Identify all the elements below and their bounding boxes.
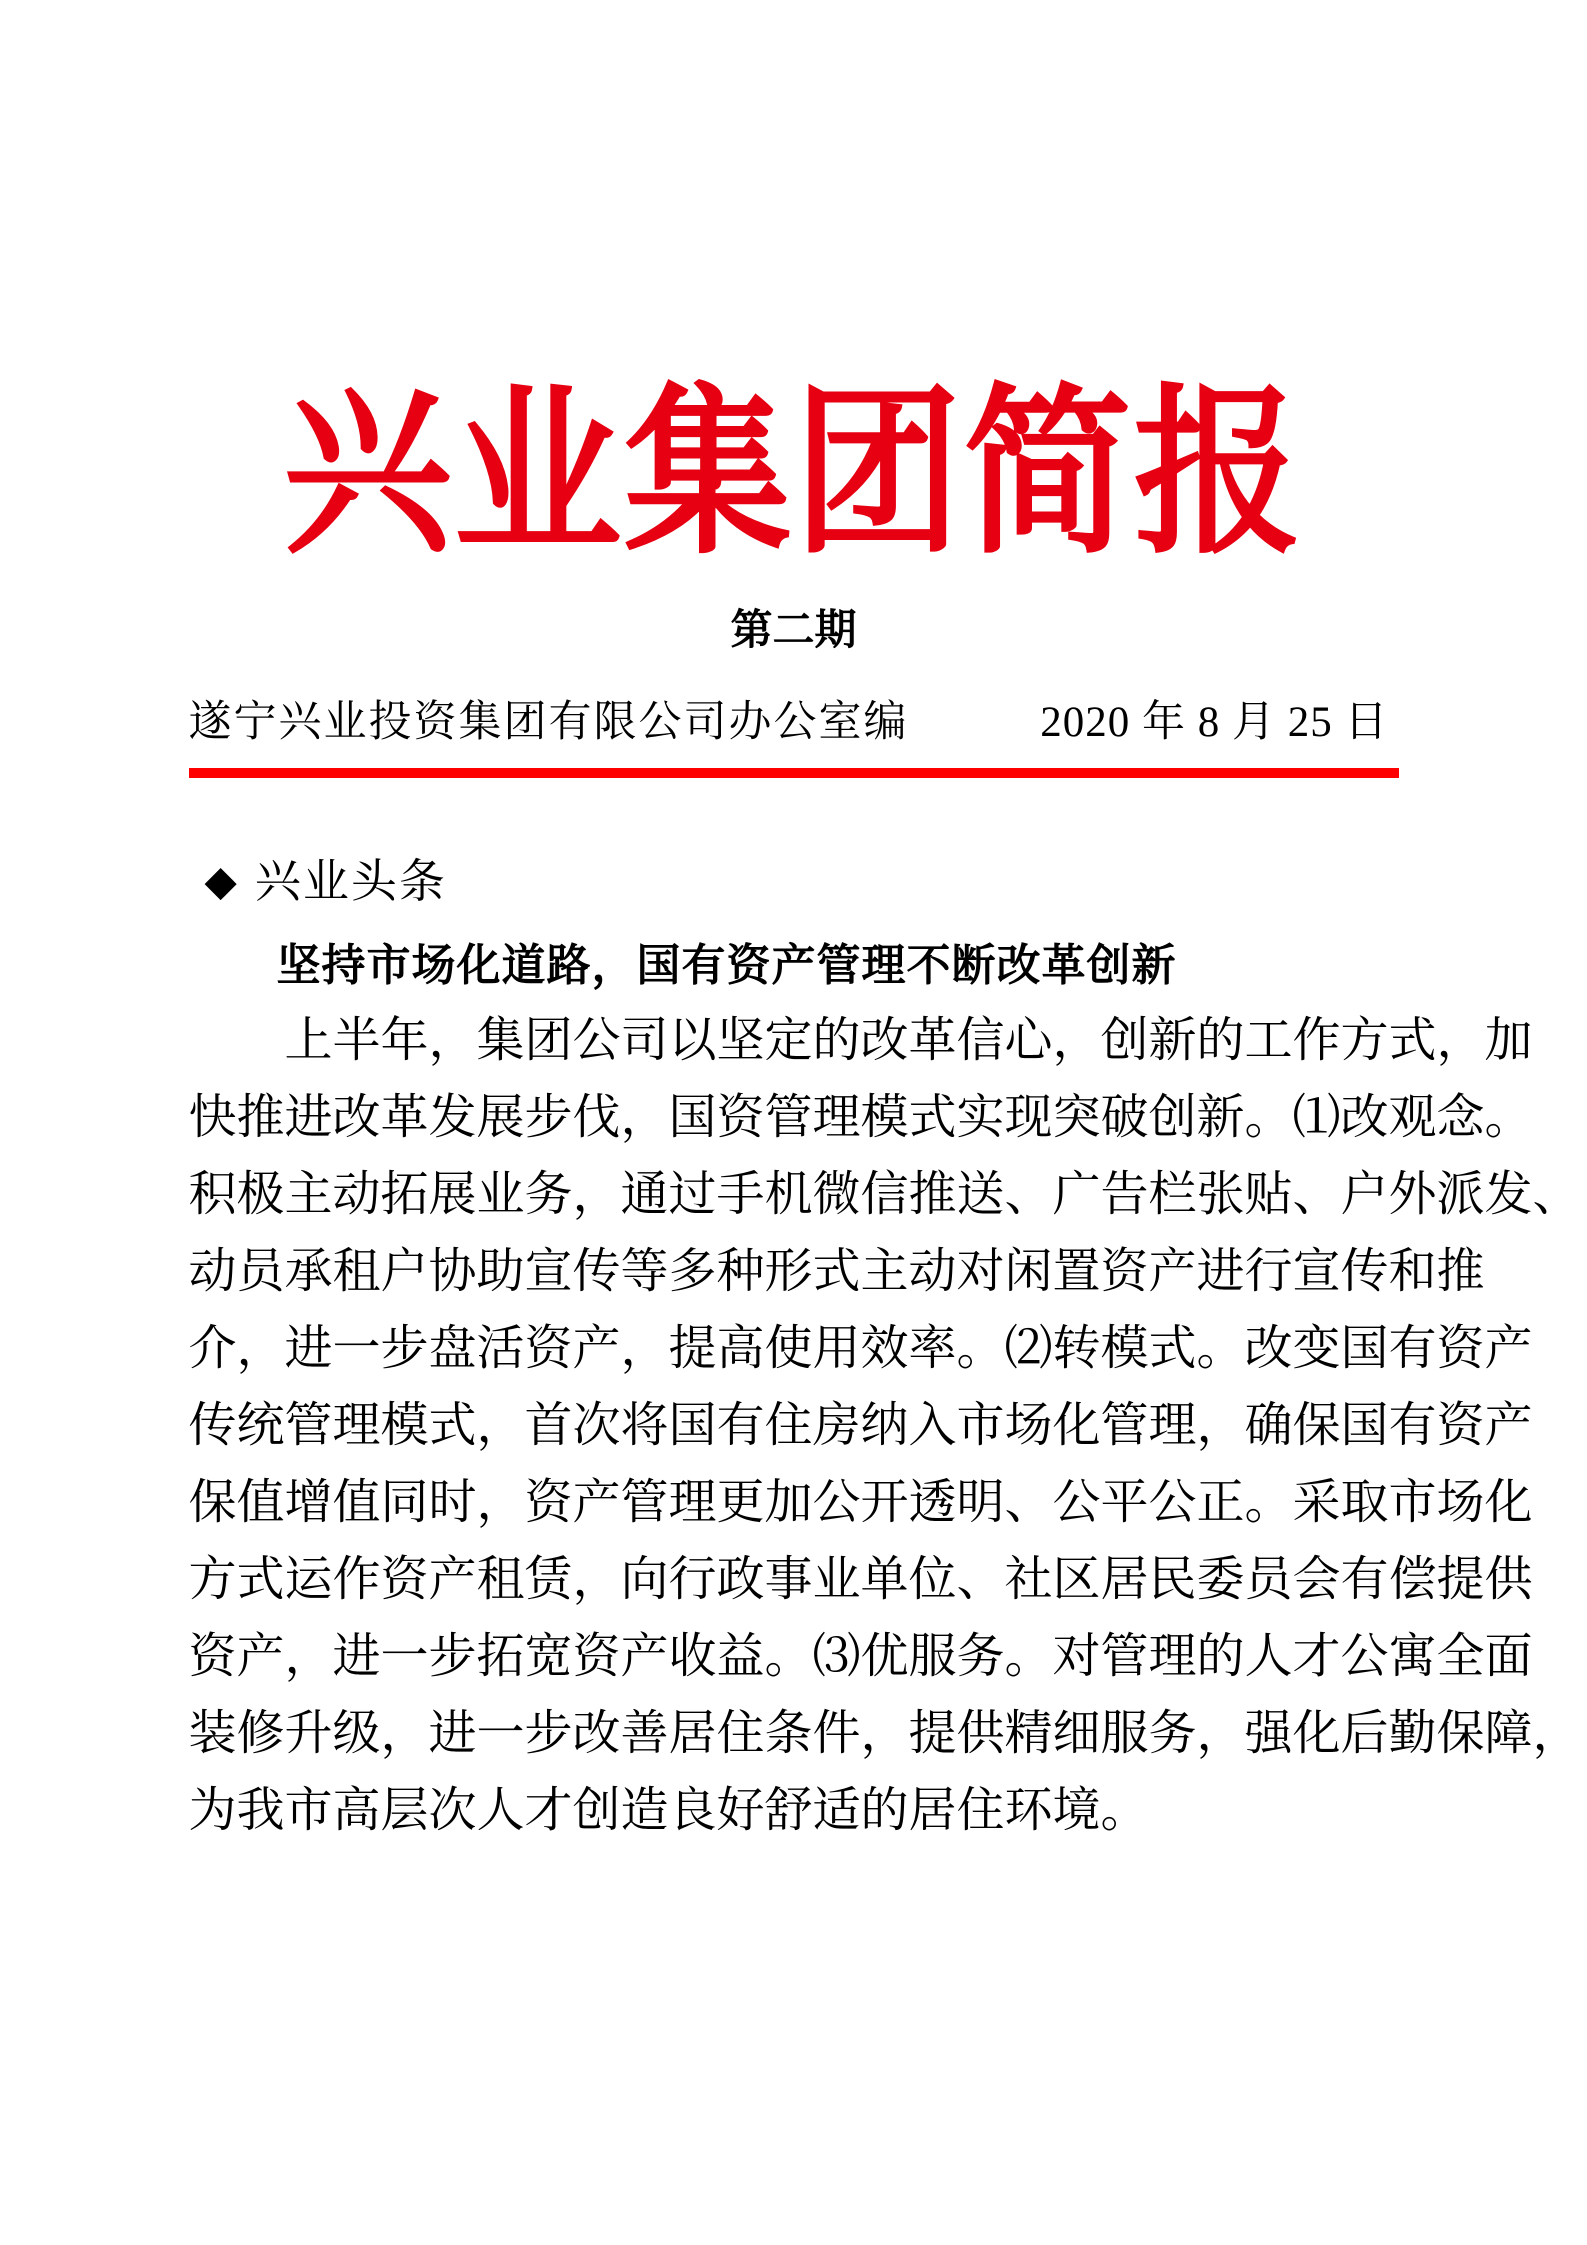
issue-number-label: 第二期	[730, 606, 857, 653]
article-body-line: 快推进改革发展步伐，国资管理模式实现突破创新。⑴改观念。	[188, 1091, 1533, 1144]
masthead	[0, 352, 1587, 592]
article-body-line: 资产，进一步拓宽资产收益。⑶优服务。对管理的人才公寓全面	[188, 1630, 1533, 1683]
article-body	[188, 1002, 1581, 1849]
diamond-bullet-icon: ◆	[204, 856, 237, 905]
article-body-line: 动员承租户协助宣传等多种形式主动对闲置资产进行宣传和推	[188, 1245, 1485, 1298]
section-header	[189, 854, 1399, 908]
article-body-line: 传统管理模式，首次将国有住房纳入市场化管理，确保国有资产	[188, 1399, 1533, 1452]
article-body-line: 上半年，集团公司以坚定的改革信心，创新的工作方式，加	[284, 1014, 1533, 1067]
editor-credit: 遂宁兴业投资集团有限公司办公室编	[188, 699, 909, 746]
section-header-label: 兴业头条	[254, 855, 447, 907]
publication-info-row	[189, 698, 1399, 748]
article-body-line: 为我市高层次人才创造良好舒适的居住环境。	[188, 1784, 1149, 1837]
red-divider-rule	[189, 768, 1399, 778]
article-body-line: 积极主动拓展业务，通过手机微信推送、广告栏张贴、户外派发、	[188, 1168, 1581, 1221]
article-body-line: 保值增值同时，资产管理更加公开透明、公平公正。采取市场化	[188, 1476, 1533, 1529]
article-body-line: 装修升级，进一步改善居住条件，提供精细服务，强化后勤保障，	[188, 1707, 1581, 1760]
article-body-line: 介，进一步盘活资产，提高使用效率。⑵转模式。改变国有资产	[188, 1322, 1533, 1375]
issue-date: 2020 年 8 月 25 日	[1040, 699, 1389, 746]
masthead-title: 兴业集团简报	[283, 365, 1304, 579]
article-body-line: 方式运作资产租赁，向行政事业单位、社区居民委员会有偿提供	[188, 1553, 1533, 1606]
article-headline: 坚持市场化道路，国有资产管理不断改革创新	[276, 941, 1177, 990]
